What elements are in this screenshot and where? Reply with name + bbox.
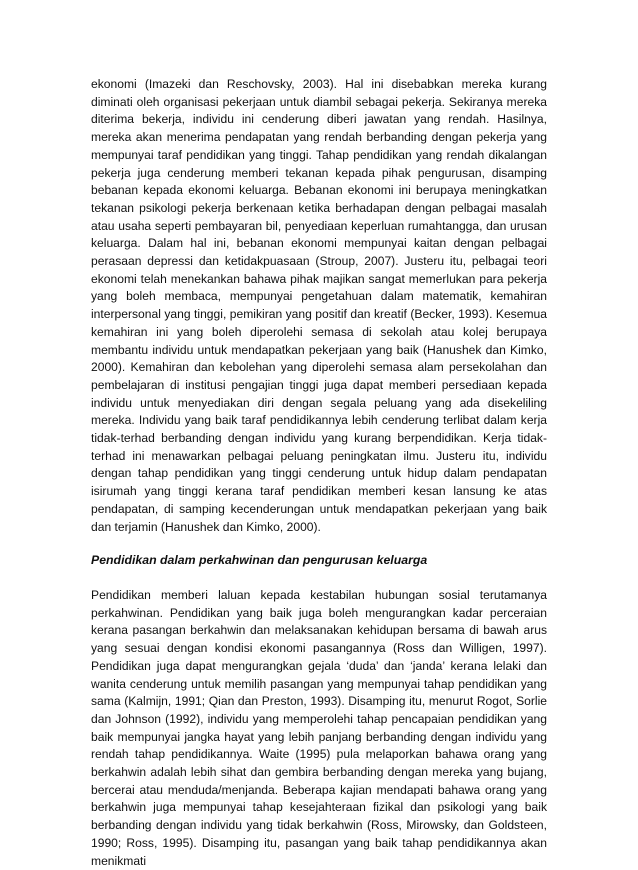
body-paragraph: Pendidikan memberi laluan kepada kestabilan hubungan sosial terutamanya perkahwinan. Pendidikan yang baik juga boleh mengurangkan kadar perceraian kerana pasangan berkahwin dan melaksanakan kehidupan bersama di bawah arus yang sesuai dengan kondisi ekonomi pasangannya (Ross dan Willigen, 1997). Pendidikan juga dapat mengurangkan gejala ‘duda’ dan ‘janda’ kerana lelaki dan wanita cenderung untuk memilih pasangan yang mempunyai tahap pendidikan yang sama (Kalmijn, 1991; Qian dan Preston, 1993). Disamping itu, menurut Rogot, Sorlie dan Johnson (1992), individu yang memperolehi tahap pencapaian pendidikan yang baik mempunyai jangka hayat yang lebih panjang berbanding dengan individu yang rendah tahap pendidikannya. Waite (1995) pula melaporkan bahawa orang yang berkahwin adalah lebih sihat dan gembira berbanding dengan mereka yang bujang, bercerai atau menduda/menjanda. Beberapa kajian mendapati bahawa orang yang berkahwin juga mempunyai tahap kesejahteraan fizikal dan psikologi yang baik berbanding dengan individu yang tidak berkahwin (Ross, Mirowsky, dan Goldsteen, 1990; Ross, 1995). Disamping itu, pasangan yang baik tahap pendidikannya akan menikmati <box>91 587 547 868</box>
section-heading: Pendidikan dalam perkahwinan dan pengurusan keluarga <box>91 553 428 568</box>
body-paragraph: ekonomi (Imazeki dan Reschovsky, 2003). Hal ini disebabkan mereka kurang diminati oleh organisasi pekerjaan untuk diambil sebagai pekerja. Sekiranya mereka diterima bekerja, individu ini cenderung diberi jawatan yang rendah. Hasilnya, mereka akan menerima pendapatan yang rendah berbanding dengan pekerja yang mempunyai taraf pendidikan yang tinggi. Tahap pendidikan yang rendah dikalangan pekerja juga cenderung memberi tekanan kepada pihak pengurusan, disamping bebanan kepada ekonomi keluarga. Bebanan ekonomi ini berupaya meningkatkan tekanan psikologi pekerja berkenaan ketika berhadapan dengan pelbagai masalah atau usaha seperti pembayaran bil, penyediaan keperluan rumahtangga, dan urusan keluarga. Dalam hal ini, bebanan ekonomi mempunyai kaitan dengan pelbagai perasaan depressi dan ketidakpuasaan (Stroup, 2007). Justeru itu, pelbagai teori ekonomi telah menekankan bahawa pihak majikan sangat memerlukan para pekerja yang boleh membaca, mempunyai pengetahuan dalam matematik, kemahiran interpersonal yang tinggi, pemikiran yang positif dan kreatif (Becker, 1993). Kesemua kemahiran ini yang boleh diperolehi semasa di sekolah atau kolej berupaya membantu individu untuk mendapatkan pekerjaan yang baik (Hanushek dan Kimko, 2000). Kemahiran dan kebolehan yang diperolehi semasa alam persekolahan dan pembelajaran di institusi pengajian tinggi juga dapat memberi persediaan kepada individu untuk menyediakan diri dengan segala peluang yang ada disekeliling mereka. Individu yang baik taraf pendidikannya lebih cenderung terlibat dalam kerja tidak-terhad berbanding dengan individu yang kurang berpendidikan. Kerja tidak-terhad ini menawarkan pelbagai peluang peningkatan ilmu. Justeru itu, individu dengan tahap pendidikan yang tinggi cenderung untuk hidup dalam pendapatan isirumah yang tinggi kerana taraf pendidikan memberi kesan lansung ke atas pendapatan, di samping kecenderungan untuk mendapatkan pekerjaan yang baik dan terjamin (Hanushek dan Kimko, 2000). <box>91 77 547 534</box>
document-page <box>91 76 547 870</box>
